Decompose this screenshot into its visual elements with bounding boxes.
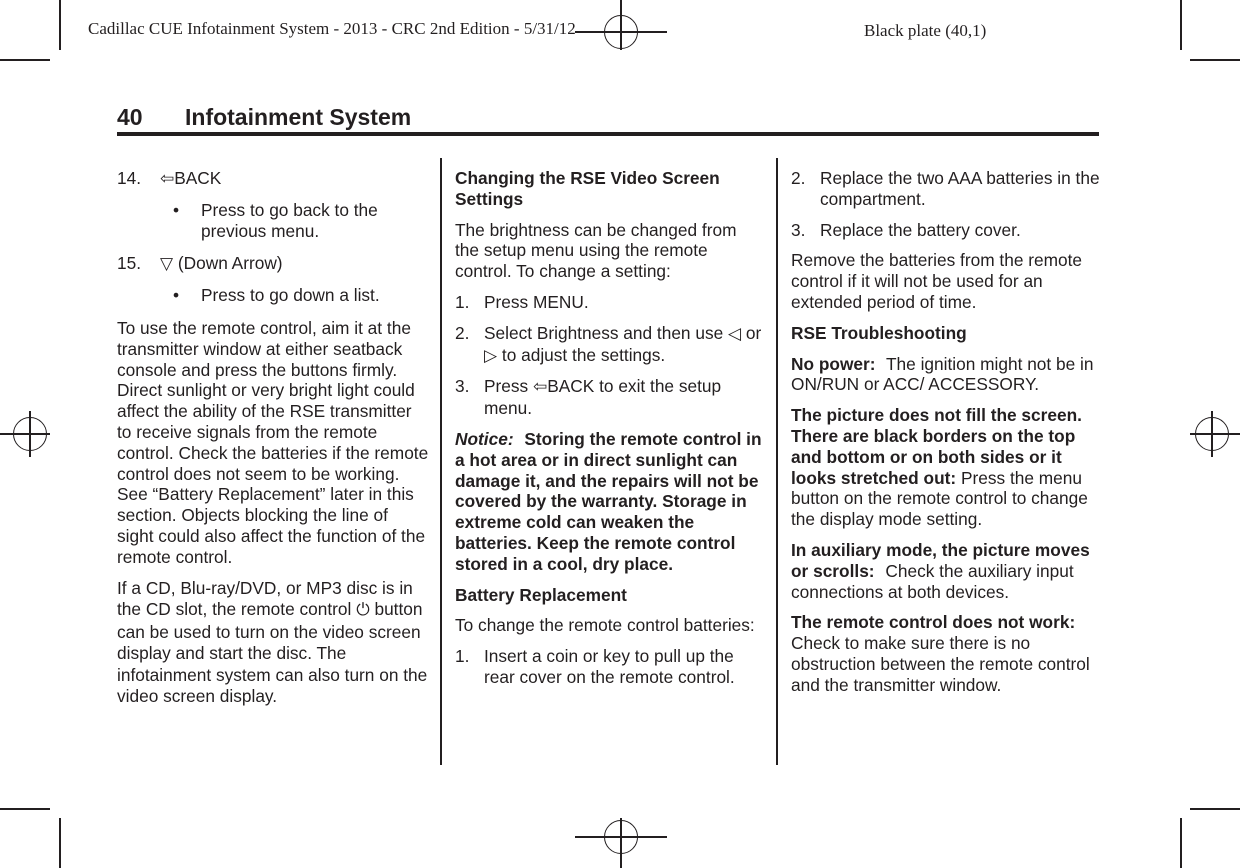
right-triangle-icon: ▷ [484,345,498,366]
bullet-icon: • [173,285,180,306]
troubleshooting-question: The picture does not fill the screen. There are black borders on the top and bottom or on both sides or it looks stretched out: [791,405,1082,488]
item-text: Replace the battery cover. [820,219,1021,240]
item-label: BACK [174,168,222,188]
crop-mark [0,59,50,61]
item-text: Press MENU. [484,291,589,312]
item-number: 1. [455,646,470,667]
back-arrow-icon: ⇦ [160,169,175,189]
troubleshooting-answer: Check the auxiliary input connections at both devices. [791,560,1074,602]
column-3 [791,168,1101,706]
list-item [117,253,429,275]
notice-text: Storing the remote control in a hot area or in direct sunlight can damage it, and the repairs will not be covered by the warranty. Storage in extreme cold can weaken the batteries. Keep the remote control stored in a cool, dry place. [455,428,762,574]
paragraph [117,578,429,708]
bullet-text: Press to go back to the previous menu. [201,199,378,241]
paragraph-text: button can be used to turn on the video screen display and start the disc. The infotainment system can also turn on the video screen display. [117,599,428,707]
troubleshooting-answer: Press the menu button on the remote control to change the display mode setting. [791,467,1088,530]
power-icon: ⏻ [356,600,370,621]
crop-mark [59,0,61,50]
item-text: Insert a coin or key to pull up the rear cover on the remote control. [484,646,735,687]
column-1 [117,168,429,718]
item-number: 14. [117,168,142,188]
item-label: (Down Arrow) [177,253,283,274]
item-number: 2. [791,168,806,188]
bullet-icon: • [173,199,180,220]
troubleshooting-item [791,540,1101,602]
registration-mark-circle [604,15,638,49]
list-item [791,168,1101,210]
paragraph-text: If a CD, Blu-ray/DVD, or MP3 disc is in the CD slot, the remote control [117,577,413,620]
item-text: Select Brightness and then use [484,322,724,343]
back-arrow-icon: ⇦ [533,377,548,398]
notice [455,429,765,575]
troubleshooting-question: In auxiliary mode, the picture moves or scrolls: [791,539,1090,581]
item-text: Press [484,376,529,397]
troubleshooting-item [791,612,1101,695]
paragraph: To change the remote control batteries: [455,615,755,636]
print-header-right: Black plate (40,1) [864,21,987,40]
troubleshooting-answer: Check to make sure there is no obstruction between the remote control and the transmitter window. [791,633,1090,695]
registration-mark-circle [1195,417,1229,451]
left-triangle-icon: ◁ [728,323,742,344]
title-rule [117,132,1099,136]
list-item [455,376,765,419]
column-divider [440,158,442,765]
troubleshooting-answer: The ignition might not be in ON/RUN or ACC/ ACCESSORY. [791,353,1094,395]
section-title: Infotainment System [185,104,412,130]
bullet-text: Press to go down a list. [201,285,380,306]
crop-mark [1190,808,1240,810]
notice-label: Notice: [455,428,514,449]
down-triangle-icon: ▽ [160,254,174,275]
crop-mark [1180,0,1182,50]
item-number: 3. [455,376,470,397]
troubleshooting-item [791,405,1101,530]
item-text: BACK to exit the setup menu. [484,376,722,419]
registration-mark-circle [13,417,47,451]
crop-mark [1190,59,1240,61]
list-item [455,323,765,367]
column-divider [776,158,778,765]
crop-mark [59,818,61,868]
item-number: 2. [455,322,470,343]
troubleshooting-item [791,354,1101,396]
paragraph: To use the remote control, aim it at the transmitter window at either seatback console and press the buttons firmly. Direct sunlight or very bright light could affect the ability of the RSE transmitter to receive signals from the remote control. Check the batteries if the remote control does not seem to be working. See “Battery Replacement” later in this section. Objects blocking the line of sight could also affect the function of the remote control. [117,317,429,567]
section-heading: Changing the RSE Video Screen Settings [455,168,720,209]
section-heading: RSE Troubleshooting [791,322,967,343]
registration-mark-circle [604,820,638,854]
item-text: to adjust the settings. [501,344,666,365]
bullet-item [117,200,429,242]
item-text: or [745,322,762,343]
item-number: 3. [791,219,806,240]
list-item [791,220,1101,241]
page-number: 40 [117,104,143,130]
paragraph: The brightness can be changed from the setup menu using the remote control. To change a setting: [455,219,737,282]
crop-mark [1180,818,1182,868]
crop-mark [0,808,50,810]
troubleshooting-question: The remote control does not work: [791,612,1076,633]
list-item [455,646,765,688]
list-item [455,292,765,313]
column-2 [455,168,765,698]
bullet-item [117,285,429,306]
item-number: 15. [117,253,142,274]
list-item [117,168,429,190]
page-title [117,104,411,131]
section-heading: Battery Replacement [455,584,627,605]
item-text: Replace the two AAA batteries in the compartment. [820,168,1100,209]
troubleshooting-question: No power: [791,353,876,374]
paragraph: Remove the batteries from the remote control if it will not be used for an extended period of time. [791,250,1083,312]
print-header-left: Cadillac CUE Infotainment System - 2013 - CRC 2nd Edition - 5/31/12 [88,19,576,38]
item-number: 1. [455,291,470,312]
